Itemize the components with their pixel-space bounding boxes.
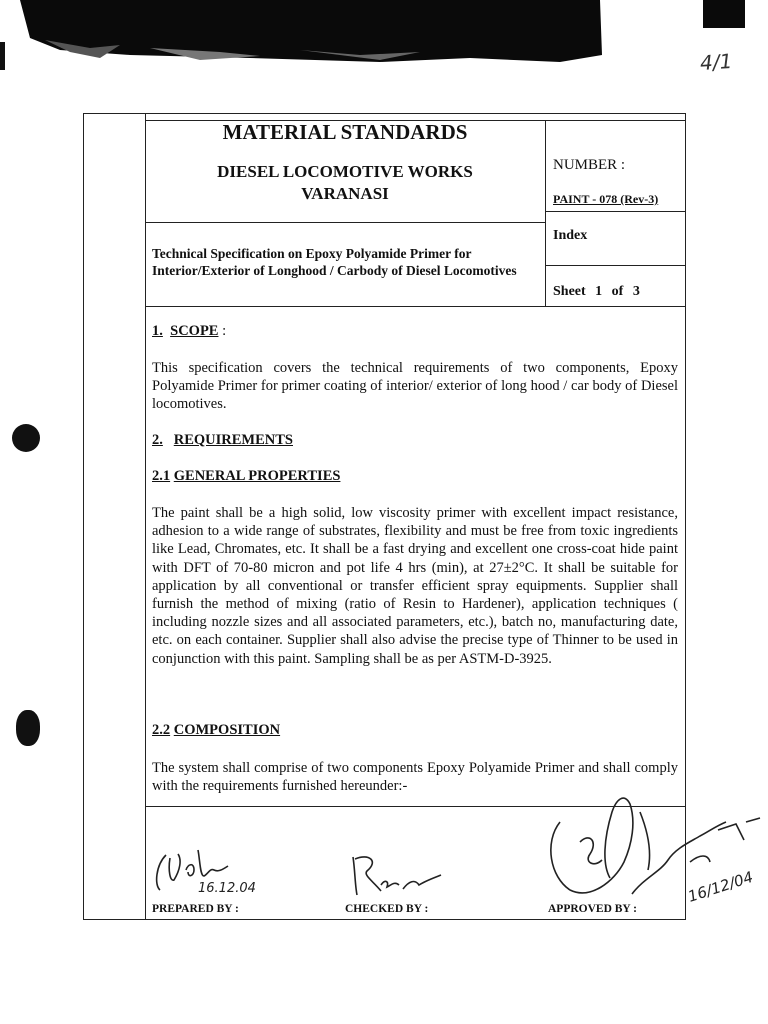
composition-paragraph: The system shall comprise of two components Epoxy Polyamide Primer and shall comply with the requirements furnished hereunder:-	[152, 760, 678, 795]
section-suffix: :	[222, 323, 227, 339]
page-mark: 4/1	[699, 48, 733, 76]
scope-paragraph: This specification covers the technical requirements of two components, Epoxy Polyamide Primer for primer coating of interior/ exterior of long hood / car body of Diesel locomotives.	[152, 360, 678, 413]
section-scope-heading	[152, 323, 226, 340]
section-number: 1.	[152, 323, 163, 339]
checked-by-label: CHECKED BY :	[345, 903, 429, 915]
section-title: REQUIREMENTS	[173, 432, 293, 448]
document-title: MATERIAL STANDARDS	[222, 120, 468, 144]
document-number: PAINT - 078 (Rev-3)	[553, 192, 659, 206]
section-composition-heading	[152, 722, 280, 739]
punch-hole	[12, 424, 40, 452]
section-number: 2.1	[152, 468, 171, 484]
section-number: 2.2	[152, 722, 171, 738]
prepared-signature	[148, 840, 288, 910]
frame-divider	[545, 265, 686, 266]
section-title: GENERAL PROPERTIES	[173, 468, 341, 484]
general-properties-paragraph: The paint shall be a high solid, low viscosity primer with excellent impact resistance, adhesion to a wide range of substrates, flexibility and must be free from toxic ingredients like Lead, Chromates, etc. It shall be a fast drying and excellent one cross-coat hide paint with DFT of 70-80 micron and pot life 4 hrs (min), at 27±2°C. It shall be suitable for application by all conventional or transfer efficient spray equipments. Supplier shall furnish the method of mixing (ratio of Resin to Hardener), application techniques ( including nozzle sizes and all associated parameters, etc.), batch no, manufacturing date, etc. on each container. Supplier shall also advise the precise type of Thinner to be used in conjunction with this paint. Sampling shall be as per ASTM-D-3925.	[152, 505, 678, 667]
approved-date: 16/12/04	[685, 867, 756, 906]
section-number: 2.	[152, 432, 163, 448]
frame-divider	[545, 211, 686, 212]
frame-divider	[145, 113, 146, 920]
frame-divider	[145, 306, 686, 307]
punch-hole	[16, 710, 40, 746]
sheet-number: Sheet 1 of 3	[553, 284, 640, 299]
scan-artifact-bar	[0, 0, 768, 70]
specification-title: Technical Specification on Epoxy Polyamide Primer for Interior/Exterior of Longhood / Carbody of Diesel Locomotives	[152, 246, 517, 278]
section-title: COMPOSITION	[173, 722, 281, 738]
section-title: SCOPE	[170, 323, 219, 339]
frame-divider	[545, 120, 546, 306]
section-requirements-heading	[152, 432, 293, 449]
number-label: NUMBER :	[553, 157, 626, 173]
organization-city: VARANASI	[301, 184, 389, 203]
index-label: Index	[553, 228, 588, 243]
organization-name: DIESEL LOCOMOTIVE WORKS	[217, 162, 473, 181]
approved-by-label: APPROVED BY :	[548, 903, 638, 915]
frame-divider	[145, 222, 545, 223]
approved-signature	[540, 782, 768, 922]
checked-signature	[345, 845, 455, 910]
section-general-properties-heading	[152, 468, 340, 485]
prepared-by-label: PREPARED BY :	[152, 903, 239, 915]
prepared-date: 16.12.04	[198, 881, 256, 896]
